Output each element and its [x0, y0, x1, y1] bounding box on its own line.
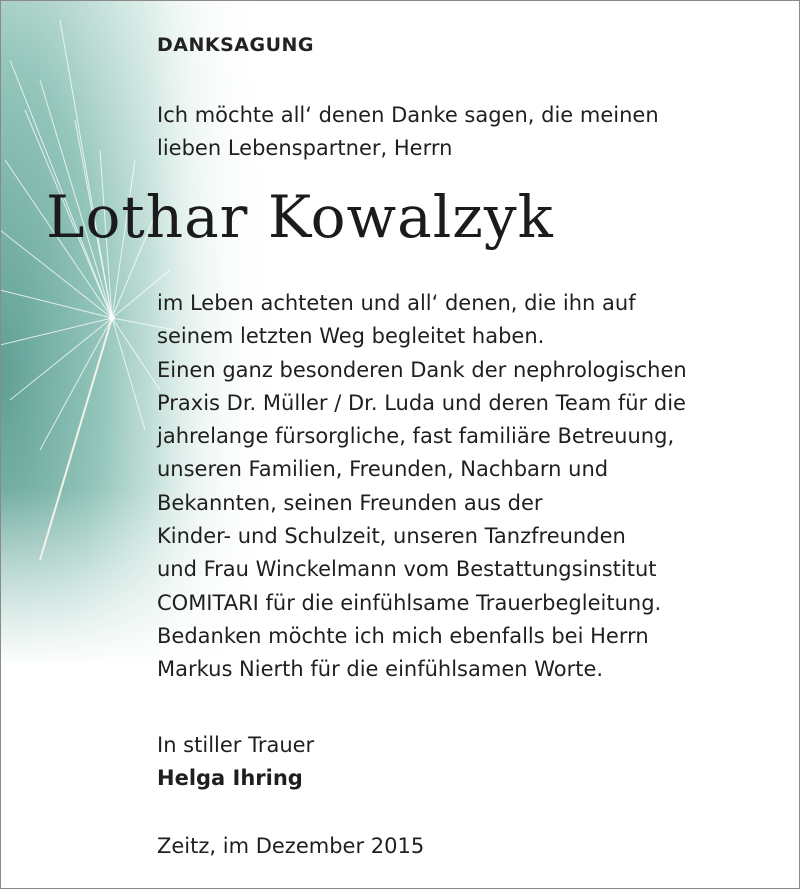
body-line: Kinder- und Schulzeit, unseren Tanzfreunden: [157, 524, 626, 549]
place-date: Zeitz, im Dezember 2015: [157, 834, 425, 858]
body-line: Einen ganz besonderen Dank der nephrologischen: [157, 357, 687, 382]
deceased-name: Lothar Kowalzyk: [46, 183, 554, 251]
body-line: und Frau Winckelmann vom Bestattungsinstitut: [157, 557, 657, 582]
intro-line: Ich möchte all‘ denen Danke sagen, die meinen: [157, 103, 659, 127]
signatory-name: Helga Ihring: [157, 766, 303, 790]
notice-heading: DANKSAGUNG: [157, 34, 315, 56]
intro-paragraph: [157, 99, 659, 166]
thanks-paragraph: [157, 287, 687, 687]
body-line: Bedanken möchte ich mich ebenfalls bei Herrn: [157, 623, 649, 648]
body-line: Praxis Dr. Müller / Dr. Luda und deren Team für die: [157, 390, 686, 415]
body-line: Markus Nierth für die einfühlsamen Worte.: [157, 657, 604, 682]
body-line: Bekannten, seinen Freunden aus der: [157, 490, 543, 515]
intro-line: lieben Lebenspartner, Herrn: [157, 136, 453, 161]
body-line: seinem letzten Weg begleitet haben.: [157, 324, 545, 349]
closing-phrase: In stiller Trauer: [157, 733, 315, 757]
body-line: unseren Familien, Freunden, Nachbarn und: [157, 457, 609, 482]
body-line: im Leben achteten und all‘ denen, die ihn auf: [157, 291, 636, 315]
body-line: jahrelange fürsorgliche, fast familiäre Betreuung,: [157, 424, 675, 449]
body-line: COMITARI für die einfühlsame Trauerbegleitung.: [157, 590, 662, 615]
